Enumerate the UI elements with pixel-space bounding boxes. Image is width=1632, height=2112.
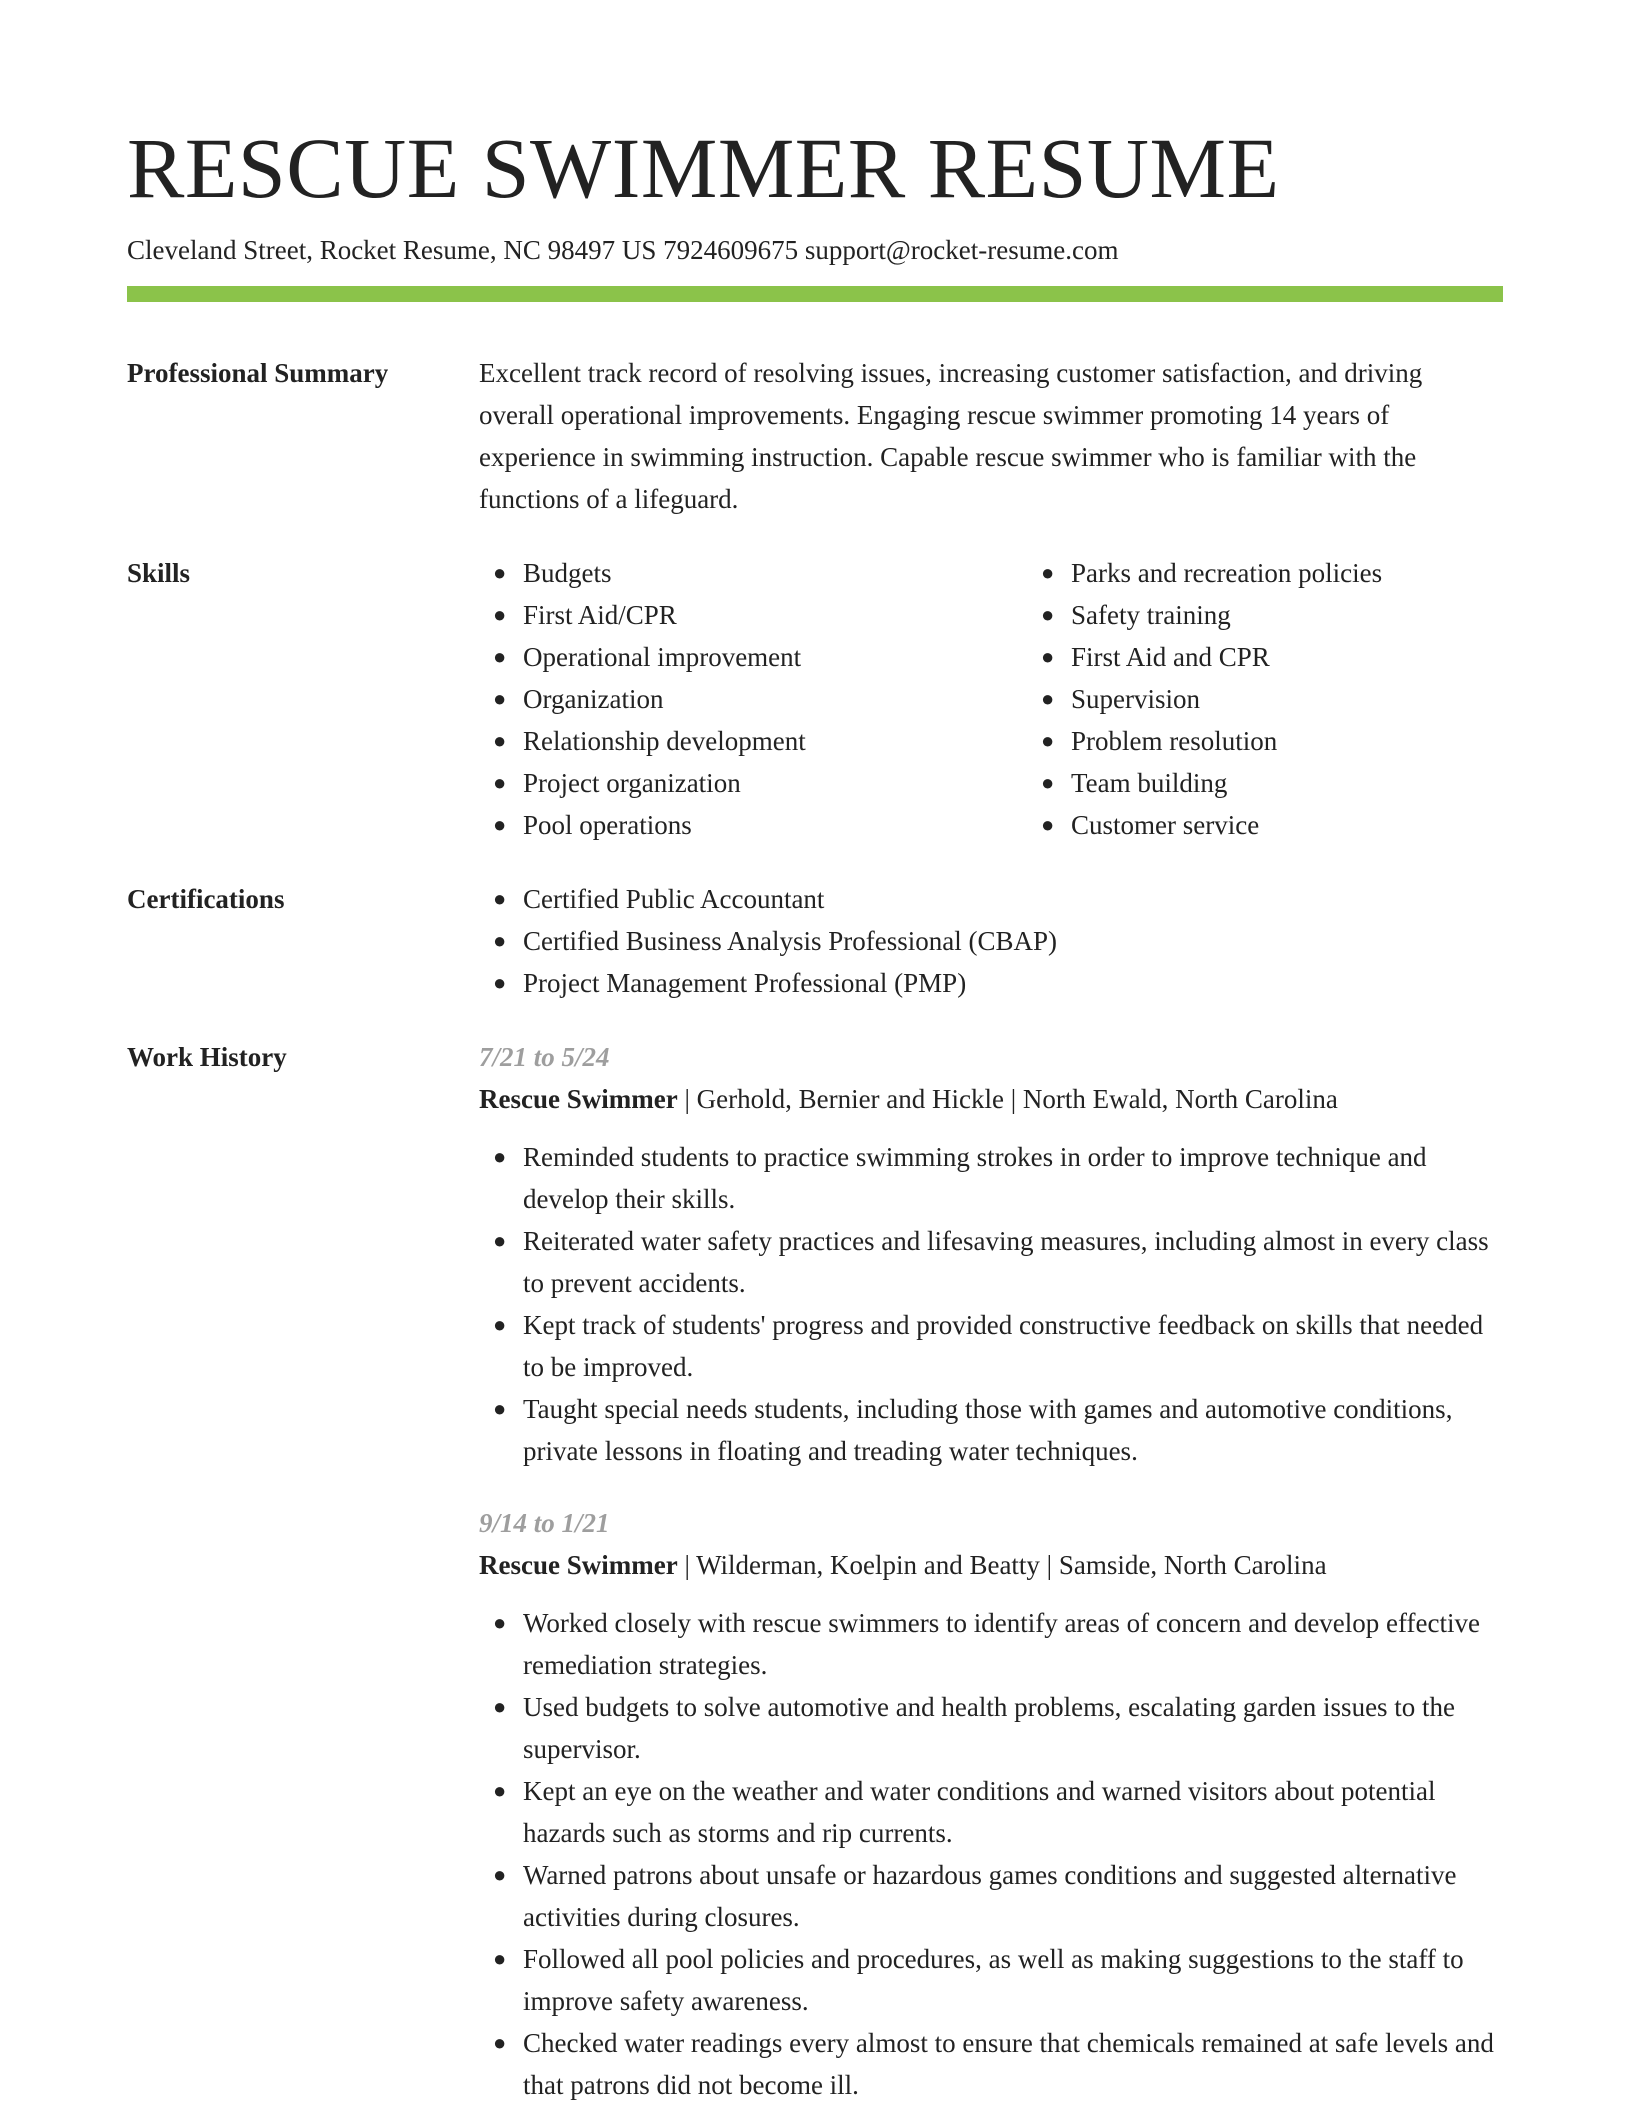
certifications-list <box>479 878 1503 1004</box>
skill-item: ● First Aid and CPR <box>1041 642 1270 672</box>
job-duty: ● Reminded students to practice swimming strokes in order to improve technique and develop their skills. <box>493 1142 1427 1214</box>
job-title-line <box>479 1078 1503 1120</box>
contact-line: Cleveland Street, Rocket Resume, NC 98497 US 7924609675 support@rocket-resume.com <box>127 235 1119 265</box>
skills-list-left <box>479 552 1027 846</box>
job-dates: 7/21 to 5/24 <box>479 1042 610 1072</box>
skill-item: ● Problem resolution <box>1041 726 1278 756</box>
skill-item: ● Supervision <box>1041 684 1201 714</box>
job-duty: ● Reiterated water safety practices and lifesaving measures, including almost in every class to prevent accidents. <box>493 1226 1489 1298</box>
job-employer-location: | Gerhold, Bernier and Hickle | North Ewald, North Carolina <box>677 1084 1338 1114</box>
certifications-heading: Certifications <box>127 884 285 914</box>
job-employer-location: | Wilderman, Koelpin and Beatty | Samside, North Carolina <box>677 1550 1327 1580</box>
skill-item: ● Safety training <box>1041 600 1231 630</box>
certifications-section <box>127 878 1503 1004</box>
skill-item: ● Pool operations <box>493 810 692 840</box>
job-duty: ● Checked water readings every almost to ensure that chemicals remained at safe levels and that patrons did not become ill. <box>493 2028 1494 2100</box>
skill-item: ● Customer service <box>1041 810 1260 840</box>
job-entry <box>479 1036 1503 1472</box>
summary-section <box>127 352 1503 520</box>
job-title: Rescue Swimmer <box>479 1550 678 1580</box>
skill-item: ● Budgets <box>493 558 612 588</box>
work-history-heading: Work History <box>127 1042 287 1072</box>
skills-columns <box>479 552 1575 846</box>
skill-item: ● Team building <box>1041 768 1228 798</box>
certification-item: ● Project Management Professional (PMP) <box>493 968 967 998</box>
job-duty: ● Warned patrons about unsafe or hazardous games conditions and suggested alternative activities during closures. <box>493 1860 1457 1932</box>
job-duty: ● Taught special needs students, including those with games and automotive conditions, private lessons in floating and treading water techniques. <box>493 1394 1453 1466</box>
job-dates: 9/14 to 1/21 <box>479 1508 610 1538</box>
skill-item: ● Project organization <box>493 768 741 798</box>
skills-section <box>127 552 1503 846</box>
job-duty: ● Used budgets to solve automotive and health problems, escalating garden issues to the supervisor. <box>493 1692 1456 1764</box>
job-duties-list <box>479 1136 1503 1472</box>
work-history-section <box>127 1036 1503 2106</box>
certification-item: ● Certified Business Analysis Professional (CBAP) <box>493 926 1057 956</box>
resume-page <box>127 118 1503 2106</box>
summary-text: Excellent track record of resolving issues, increasing customer satisfaction, and driving overall operational improvements. Engaging rescue swimmer promoting 14 years of experience in swimming instruction. Capable rescue swimmer who is familiar with the functions of a lifeguard. <box>479 358 1423 514</box>
accent-divider <box>127 286 1503 302</box>
skills-heading: Skills <box>127 558 191 588</box>
certifications-body <box>479 878 1503 1004</box>
skill-item: ● Parks and recreation policies <box>1041 558 1383 588</box>
job-title-line <box>479 1544 1503 1586</box>
skills-list-right <box>1027 552 1575 846</box>
job-duty: ● Worked closely with rescue swimmers to identify areas of concern and develop effective remediation strategies. <box>493 1608 1480 1680</box>
job-duties-list <box>479 1602 1503 2106</box>
certification-item: ● Certified Public Accountant <box>493 884 825 914</box>
job-duty: ● Followed all pool policies and procedures, as well as making suggestions to the staff to improve safety awareness. <box>493 1944 1464 2016</box>
skill-item: ● Operational improvement <box>493 642 802 672</box>
skill-item: ● Relationship development <box>493 726 806 756</box>
job-entry <box>479 1502 1503 2106</box>
job-duty: ● Kept track of students' progress and provided constructive feedback on skills that needed to be improved. <box>493 1310 1484 1382</box>
job-title: Rescue Swimmer <box>479 1084 678 1114</box>
skill-item: ● First Aid/CPR <box>493 600 677 630</box>
resume-title: RESCUE SWIMMER RESUME <box>127 120 1280 216</box>
work-history-body <box>479 1036 1503 2106</box>
job-duty: ● Kept an eye on the weather and water conditions and warned visitors about potential hazards such as storms and rip currents. <box>493 1776 1436 1848</box>
skill-item: ● Organization <box>493 684 664 714</box>
summary-heading: Professional Summary <box>127 358 389 388</box>
